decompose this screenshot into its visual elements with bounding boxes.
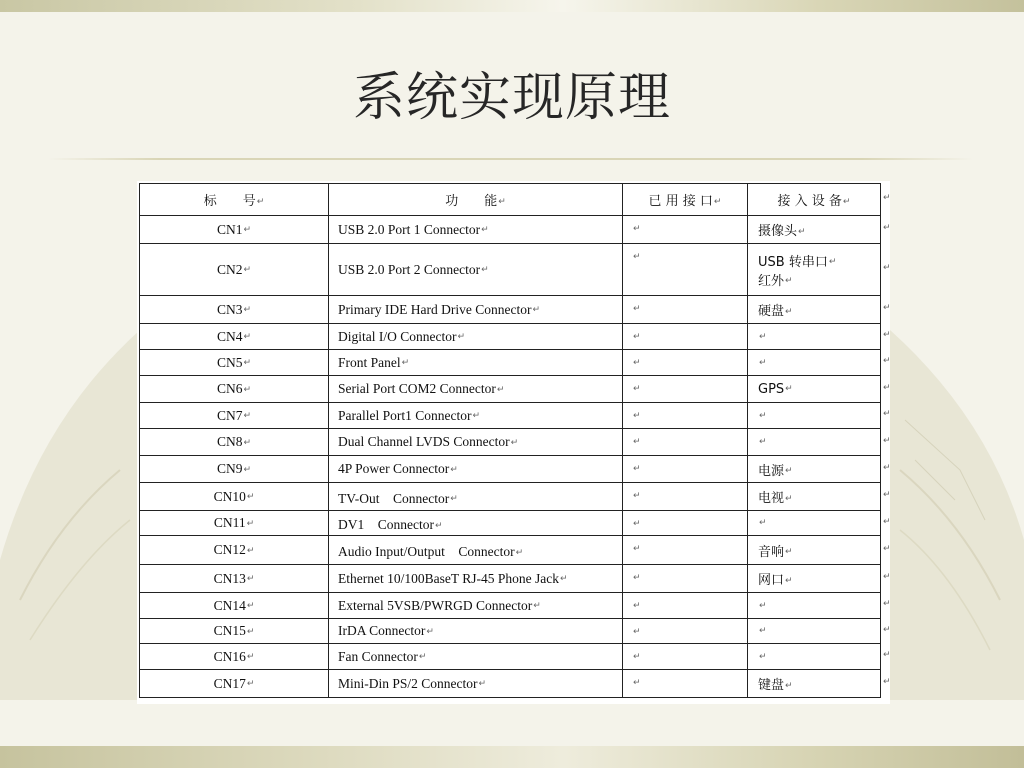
used-port-cell: ↵ [623,216,748,244]
connector-label: CN12↵ [140,536,329,565]
used-port-cell: ↵ [623,670,748,698]
table-row [140,565,881,593]
table-row [140,216,881,244]
row-end-mark: ↵ [883,356,891,366]
row-end-mark: ↵ [883,409,891,419]
used-port-cell: ↵ [623,350,748,376]
connector-function: DV1 Connector↵ [329,511,623,536]
connector-label: CN13↵ [140,565,329,593]
table-row [140,429,881,456]
table-row [140,244,881,296]
device-cell: ↵ [748,644,881,670]
connector-function: Serial Port COM2 Connector↵ [329,376,623,403]
table-row [140,324,881,350]
connector-label: CN10↵ [140,483,329,511]
used-port-cell: ↵ [623,565,748,593]
table-row [140,456,881,483]
connector-label: CN6↵ [140,376,329,403]
table-row [140,644,881,670]
table-row [140,511,881,536]
table-row [140,376,881,403]
used-port-cell: ↵ [623,244,748,296]
table-row [140,483,881,511]
row-end-mark: ↵ [883,517,891,527]
row-end-mark: ↵ [883,193,891,203]
used-port-cell: ↵ [623,456,748,483]
connector-label: CN15↵ [140,619,329,644]
row-end-marks [883,181,890,704]
header-function: 功 能↵ [329,184,623,216]
used-port-cell: ↵ [623,593,748,619]
connector-label: CN5↵ [140,350,329,376]
connector-function: Parallel Port1 Connector↵ [329,403,623,429]
connector-label: CN4↵ [140,324,329,350]
connector-table-image [137,181,890,704]
device-cell: 电视↵ [748,483,881,511]
used-port-cell: ↵ [623,324,748,350]
row-end-mark: ↵ [883,544,891,554]
row-end-mark: ↵ [883,463,891,473]
connector-label: CN14↵ [140,593,329,619]
connector-function: Audio Input/Output Connector↵ [329,536,623,565]
title-divider [48,158,973,160]
connector-label: CN17↵ [140,670,329,698]
connector-label: CN11↵ [140,511,329,536]
row-end-mark: ↵ [883,650,891,660]
connector-label: CN1↵ [140,216,329,244]
used-port-cell: ↵ [623,511,748,536]
row-end-mark: ↵ [883,490,891,500]
used-port-cell: ↵ [623,483,748,511]
device-cell: ↵ [748,403,881,429]
device-cell: GPS↵ [748,376,881,403]
connector-function: Front Panel↵ [329,350,623,376]
device-cell: ↵ [748,324,881,350]
connector-function: Dual Channel LVDS Connector↵ [329,429,623,456]
device-cell: ↵ [748,593,881,619]
device-cell: USB 转串口↵ 红外↵ [748,244,881,296]
connector-function: Ethernet 10/100BaseT RJ-45 Phone Jack↵ [329,565,623,593]
table-row [140,403,881,429]
connector-function: IrDA Connector↵ [329,619,623,644]
row-end-mark: ↵ [883,677,891,687]
connector-function: Fan Connector↵ [329,644,623,670]
used-port-cell: ↵ [623,296,748,324]
connector-function: Digital I/O Connector↵ [329,324,623,350]
device-cell: 网口↵ [748,565,881,593]
device-cell: 键盘↵ [748,670,881,698]
connector-label: CN2↵ [140,244,329,296]
device-cell: 摄像头↵ [748,216,881,244]
row-end-mark: ↵ [883,303,891,313]
connector-label: CN8↵ [140,429,329,456]
row-end-mark: ↵ [883,383,891,393]
used-port-cell: ↵ [623,376,748,403]
table-header-row [140,184,881,216]
connector-label: CN3↵ [140,296,329,324]
device-cell: ↵ [748,511,881,536]
connector-function: External 5VSB/PWRGD Connector↵ [329,593,623,619]
table-row [140,350,881,376]
header-device: 接 入 设 备↵ [748,184,881,216]
connector-label: CN16↵ [140,644,329,670]
used-port-cell: ↵ [623,429,748,456]
device-cell: ↵ [748,350,881,376]
slide-title: 系统实现原理 [352,68,671,128]
table-row [140,536,881,565]
device-cell: 音响↵ [748,536,881,565]
row-end-mark: ↵ [883,625,891,635]
connector-function: Primary IDE Hard Drive Connector↵ [329,296,623,324]
table-row [140,619,881,644]
connector-table [139,183,881,698]
table-row [140,296,881,324]
used-port-cell: ↵ [623,619,748,644]
header-label: 标 号↵ [140,184,329,216]
connector-function: Mini-Din PS/2 Connector↵ [329,670,623,698]
device-cell: 硬盘↵ [748,296,881,324]
device-cell: ↵ [748,429,881,456]
used-port-cell: ↵ [623,644,748,670]
row-end-mark: ↵ [883,330,891,340]
used-port-cell: ↵ [623,403,748,429]
table-row [140,670,881,698]
connector-function: 4P Power Connector↵ [329,456,623,483]
connector-label: CN9↵ [140,456,329,483]
connector-function: USB 2.0 Port 2 Connector↵ [329,244,623,296]
header-used-port: 已 用 接 口↵ [623,184,748,216]
device-cell: 电源↵ [748,456,881,483]
row-end-mark: ↵ [883,572,891,582]
table-row [140,593,881,619]
connector-label: CN7↵ [140,403,329,429]
device-cell: ↵ [748,619,881,644]
row-end-mark: ↵ [883,263,891,273]
connector-function: TV-Out Connector↵ [329,483,623,511]
used-port-cell: ↵ [623,536,748,565]
row-end-mark: ↵ [883,223,891,233]
connector-function: USB 2.0 Port 1 Connector↵ [329,216,623,244]
row-end-mark: ↵ [883,599,891,609]
row-end-mark: ↵ [883,436,891,446]
bottom-decorative-band [0,746,1024,768]
